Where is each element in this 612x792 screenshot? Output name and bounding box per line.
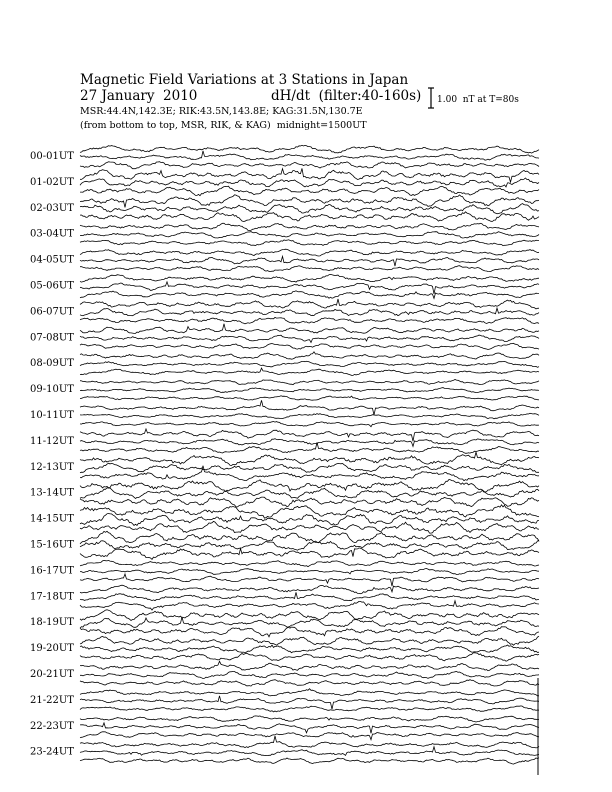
trace-kag xyxy=(80,689,539,696)
trace-rik xyxy=(80,282,539,294)
trace-row xyxy=(80,716,539,740)
trace-rik xyxy=(80,308,539,316)
trace-msr xyxy=(80,601,539,610)
chart-order-note: (from bottom to top, MSR, RIK, & KAG) midnight=1500UT xyxy=(80,120,367,131)
trace-rik xyxy=(80,747,539,756)
trace-kag xyxy=(80,610,539,621)
row-label: 14-15UT xyxy=(30,513,74,525)
trace-kag xyxy=(80,429,539,441)
trace-rik xyxy=(80,592,539,600)
trace-row xyxy=(80,324,539,350)
trace-row xyxy=(80,452,539,481)
trace-row xyxy=(80,560,539,586)
trace-rik xyxy=(80,388,539,393)
trace-msr xyxy=(80,162,539,169)
row-label: 16-17UT xyxy=(30,565,74,577)
trace-kag xyxy=(80,585,539,594)
trace-rik xyxy=(80,361,539,367)
row-label: 06-07UT xyxy=(30,306,74,318)
trace-msr xyxy=(80,240,539,246)
trace-rows xyxy=(30,145,539,775)
trace-row xyxy=(80,400,539,426)
trace-msr xyxy=(80,368,539,375)
trace-kag xyxy=(80,452,539,465)
trace-kag xyxy=(80,324,539,334)
trace-kag xyxy=(80,223,539,230)
trace-rik xyxy=(80,439,539,447)
trace-kag xyxy=(80,531,539,544)
row-label: 02-03UT xyxy=(30,202,74,214)
trace-kag xyxy=(80,249,539,256)
row-label: 01-02UT xyxy=(30,176,74,188)
row-label: 23-24UT xyxy=(30,746,74,758)
trace-row xyxy=(80,736,539,764)
trace-kag xyxy=(80,716,539,722)
trace-msr xyxy=(80,317,539,323)
trace-row xyxy=(80,145,539,168)
trace-row xyxy=(80,636,539,661)
trace-row xyxy=(80,429,539,453)
trace-msr xyxy=(80,396,539,400)
scale-label: 1.00 nT at T=80s xyxy=(437,95,519,105)
row-label: 00-01UT xyxy=(30,151,74,162)
row-label: 17-18UT xyxy=(30,591,74,603)
row-label: 20-21UT xyxy=(30,669,74,680)
trace-row xyxy=(80,299,539,324)
trace-row xyxy=(80,168,539,195)
chart-date: 27 January 2010 xyxy=(80,88,198,104)
trace-msr xyxy=(80,266,539,272)
trace-row xyxy=(80,195,539,222)
trace-msr xyxy=(80,732,539,740)
trace-msr xyxy=(80,343,539,349)
trace-row xyxy=(80,352,539,376)
trace-msr xyxy=(80,442,539,453)
trace-msr xyxy=(80,653,539,662)
trace-msr xyxy=(80,422,539,427)
row-label: 08-09UT xyxy=(30,358,74,370)
trace-rik xyxy=(80,569,539,575)
trace-row xyxy=(80,249,539,271)
trace-kag xyxy=(80,400,539,415)
trace-row xyxy=(80,223,539,245)
chart-stations: MSR:44.4N,142.3E; RIK:43.5N,143.8E; KAG:31.5N,130.7E xyxy=(80,106,363,117)
trace-msr xyxy=(80,680,539,686)
row-label: 07-08UT xyxy=(30,332,74,344)
trace-rik xyxy=(80,513,539,525)
trace-rik xyxy=(80,617,539,628)
trace-rik xyxy=(80,488,539,499)
trace-msr xyxy=(80,212,539,222)
trace-kag xyxy=(80,299,539,309)
trace-msr xyxy=(80,758,539,764)
trace-kag xyxy=(80,505,539,518)
trace-rik xyxy=(80,463,539,473)
trace-kag xyxy=(80,145,539,153)
row-label: 19-20UT xyxy=(30,643,74,655)
chart-quantity: dH/dt (filter:40-160s) xyxy=(271,88,422,104)
trace-kag xyxy=(80,736,539,748)
row-label: 21-22UT xyxy=(30,694,74,706)
trace-rik xyxy=(80,335,539,342)
trace-kag xyxy=(80,352,539,359)
trace-kag xyxy=(80,636,539,645)
trace-rik xyxy=(80,723,539,733)
trace-row xyxy=(80,480,539,507)
trace-rik xyxy=(80,232,539,238)
trace-kag xyxy=(80,560,539,566)
row-label: 11-12UT xyxy=(30,435,74,447)
trace-msr xyxy=(80,291,539,299)
trace-rik xyxy=(80,178,539,187)
scale-bar xyxy=(428,88,519,108)
trace-rik xyxy=(80,540,539,550)
row-label: 05-06UT xyxy=(30,280,74,292)
trace-msr xyxy=(80,627,539,637)
row-label: 15-16UT xyxy=(30,539,74,551)
trace-msr xyxy=(80,497,539,507)
trace-row xyxy=(80,531,539,559)
row-label: 18-19UT xyxy=(30,617,74,629)
trace-rik xyxy=(80,413,539,419)
trace-row xyxy=(80,610,539,637)
trace-rik xyxy=(80,671,539,678)
trace-msr xyxy=(80,706,539,712)
row-label: 13-14UT xyxy=(30,487,74,499)
trace-kag xyxy=(80,274,539,282)
row-label: 03-04UT xyxy=(30,228,74,240)
trace-msr xyxy=(80,548,539,560)
trace-kag xyxy=(80,480,539,493)
trace-row xyxy=(80,380,539,401)
trace-msr xyxy=(80,521,539,533)
row-label: 04-05UT xyxy=(30,254,74,266)
trace-msr xyxy=(80,186,539,196)
trace-kag xyxy=(80,661,539,671)
row-label: 09-10UT xyxy=(30,384,74,396)
trace-kag xyxy=(80,380,539,385)
chart-title: Magnetic Field Variations at 3 Stations in Japan xyxy=(80,72,409,88)
row-label: 10-11UT xyxy=(30,410,74,421)
trace-rik xyxy=(80,151,539,160)
trace-row xyxy=(80,585,539,610)
trace-msr xyxy=(80,574,539,586)
row-label: 22-23UT xyxy=(30,720,74,732)
trace-row xyxy=(80,505,539,533)
row-label: 12-13UT xyxy=(30,461,74,473)
trace-rik xyxy=(80,256,539,266)
trace-row xyxy=(80,689,539,712)
trace-rik xyxy=(80,645,539,653)
trace-row xyxy=(80,274,539,298)
trace-row xyxy=(80,661,539,686)
trace-rik xyxy=(80,204,539,214)
